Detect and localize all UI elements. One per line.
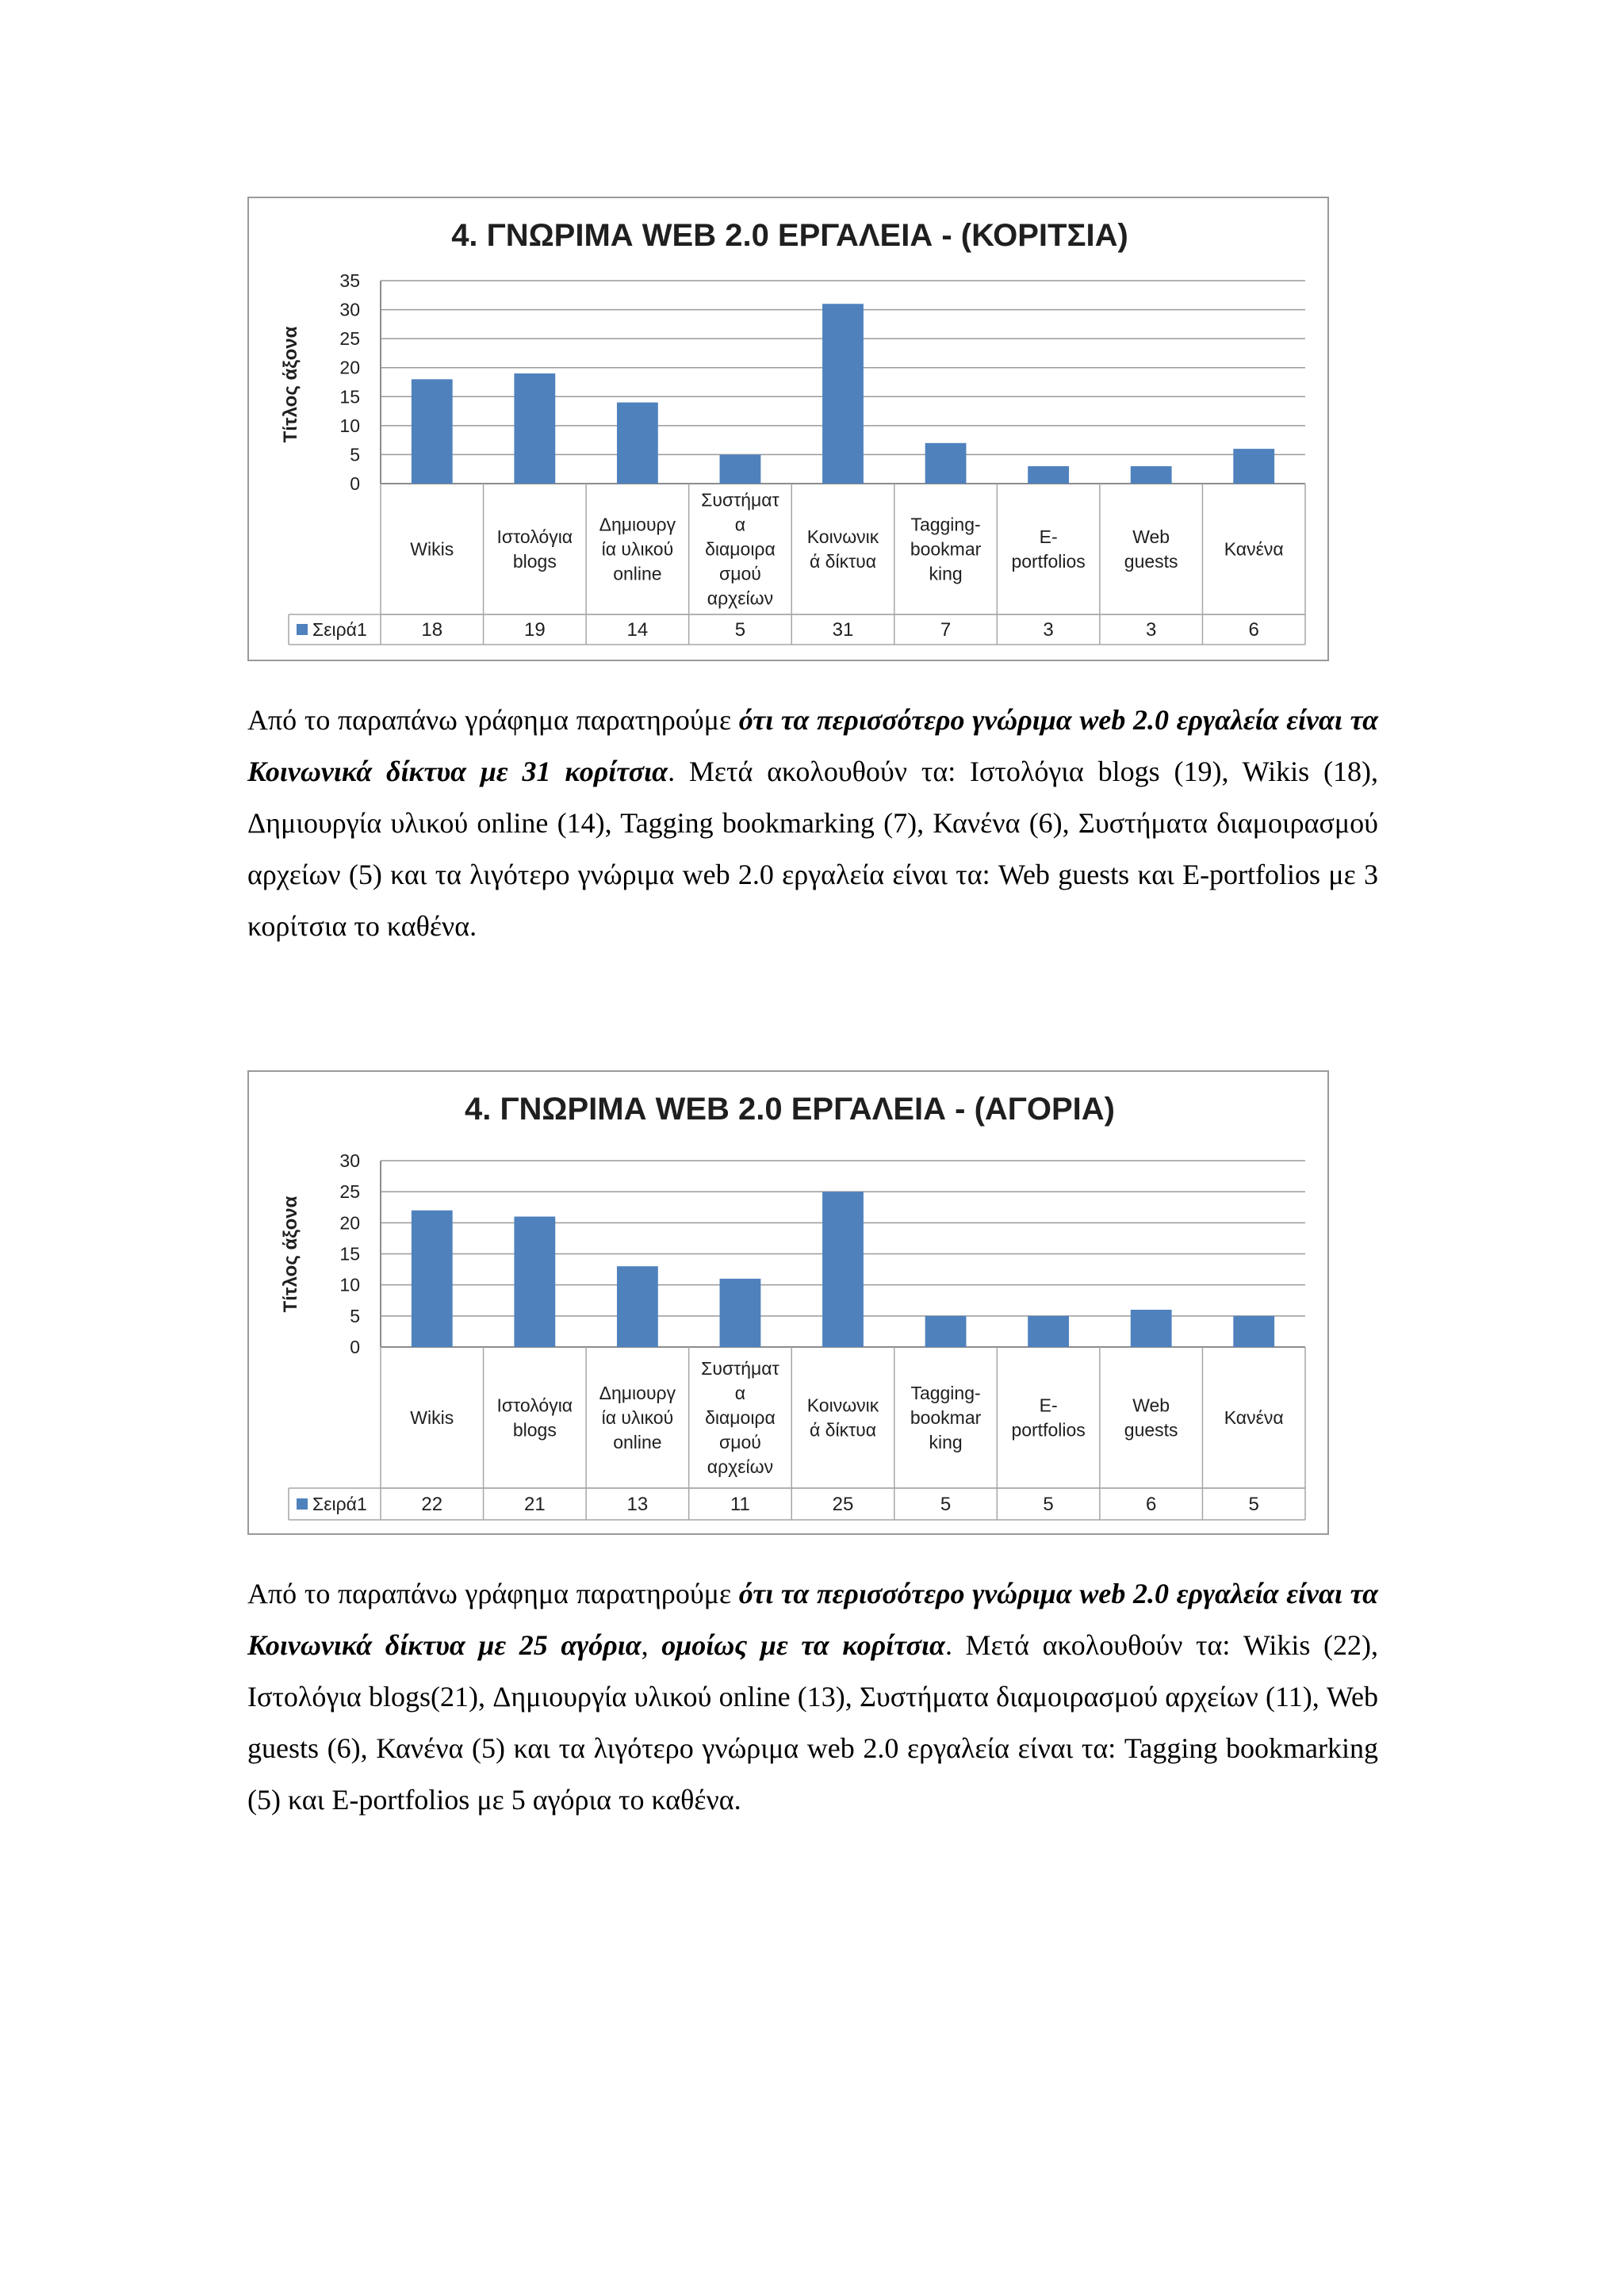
category-label: guests	[1124, 1419, 1178, 1441]
bar	[1131, 466, 1172, 484]
category-label: portfolios	[1011, 551, 1086, 572]
paragraph-boys-intro: Από το παραπάνω γράφημα παρατηρούμε	[247, 1578, 739, 1609]
bar	[514, 1217, 555, 1348]
category-label: Wikis	[410, 538, 454, 560]
category-label: king	[929, 1432, 963, 1452]
chart-boys	[247, 1070, 1329, 1535]
y-axis-title: Τίτλος άξονα	[280, 326, 301, 443]
y-tick-label: 20	[339, 357, 360, 378]
category-label: σμού	[719, 563, 761, 584]
y-tick-label: 0	[350, 473, 360, 494]
category-label: διαμοιρα	[705, 1407, 776, 1428]
data-value: 3	[1145, 619, 1157, 641]
bar	[720, 454, 761, 484]
category-label: Tagging-	[910, 514, 981, 535]
paragraph-boys	[247, 1568, 1378, 1826]
legend-label: Σειρά1	[312, 1494, 367, 1514]
category-label: bookmar	[910, 1407, 982, 1428]
category-label: Tagging-	[910, 1383, 981, 1403]
paragraph-boys-emphasis: ότι τα περισσότερο γνώριμα web 2.0 εργαλεία είναι τα Κοινωνικά δίκτυα με 25 αγόρια	[247, 1578, 1378, 1661]
category-label: Συστήματ	[701, 1358, 779, 1379]
category-label: σμού	[719, 1432, 761, 1452]
bar	[1028, 466, 1069, 484]
y-tick-label: 5	[350, 1305, 360, 1326]
category-label: portfolios	[1011, 1419, 1086, 1441]
data-value: 11	[730, 1494, 750, 1515]
y-tick-label: 10	[339, 1274, 360, 1295]
category-label: Wikis	[410, 1407, 454, 1428]
category-label: guests	[1124, 551, 1178, 572]
category-label: Κοινωνικ	[806, 526, 879, 547]
legend-swatch	[297, 1498, 308, 1510]
data-value: 18	[421, 619, 443, 641]
data-value: 13	[626, 1494, 649, 1515]
paragraph-girls-emphasis: ότι τα περισσότερο γνώριμα web 2.0 εργαλεία είναι τα Κοινωνικά δίκτυα με 31 κορίτσια	[247, 704, 1378, 787]
category-label: Web	[1132, 1395, 1170, 1416]
category-label: E-	[1039, 526, 1058, 547]
data-value: 19	[523, 619, 546, 641]
bar	[720, 1279, 761, 1347]
category-label: Web	[1132, 526, 1170, 547]
legend-label: Σειρά1	[312, 619, 367, 640]
category-label: Ιστολόγια	[496, 1395, 573, 1416]
data-value: 14	[626, 619, 649, 641]
y-tick-label: 30	[339, 299, 360, 320]
bar	[1233, 1316, 1274, 1347]
data-value: 5	[734, 619, 746, 641]
data-value: 6	[1248, 619, 1259, 641]
category-label: ία υλικού	[601, 1407, 674, 1428]
bar	[925, 443, 967, 484]
paragraph-boys-rest: . Μετά ακολουθούν τα: Wikis (22), Ιστολόγια blogs(21), Δημιουργία υλικού online (13), Συστήματα διαμοιρασμού αρχείων (11), Web guests (6), Κανένα (5) και τα λιγότερο γνώριμα web 2.0 εργαλεία είναι τα: Tagging bookmarking (5) και E-portfolios με 5 αγόρια το καθένα.	[247, 1629, 1378, 1816]
bar	[617, 403, 658, 484]
category-label: Ιστολόγια	[496, 526, 573, 547]
data-value: 7	[940, 619, 952, 641]
category-label: bookmar	[910, 538, 982, 560]
bar	[1131, 1310, 1172, 1347]
chart-title: 4. ΓΝΩΡΙΜΑ WEB 2.0 ΕΡΓΑΛΕΙΑ - (ΚΟΡΙΤΣΙΑ)	[451, 218, 1128, 253]
chart-boys-svg	[249, 1072, 1331, 1536]
chart-title: 4. ΓΝΩΡΙΜΑ WEB 2.0 ΕΡΓΑΛΕΙΑ - (ΑΓΟΡΙΑ)	[465, 1092, 1115, 1127]
category-label: E-	[1039, 1395, 1058, 1416]
category-label: Κοινωνικ	[806, 1395, 879, 1416]
category-label: αρχείων	[707, 1456, 774, 1477]
category-label: αρχείων	[707, 587, 774, 609]
y-tick-label: 10	[339, 415, 360, 436]
category-label: διαμοιρα	[705, 538, 776, 560]
y-tick-label: 25	[339, 328, 360, 350]
bar	[514, 373, 555, 484]
paragraph-girls-intro: Από το παραπάνω γράφημα παρατηρούμε	[247, 704, 739, 736]
category-label: blogs	[512, 1419, 557, 1441]
bar	[925, 1316, 967, 1347]
category-label: ά δίκτυα	[809, 1419, 877, 1441]
category-label: blogs	[512, 551, 557, 572]
category-label: king	[929, 563, 963, 584]
bar	[822, 1192, 864, 1347]
data-value: 5	[1043, 1494, 1054, 1515]
category-label: Κανένα	[1224, 538, 1284, 560]
category-label: Δημιουργ	[599, 1383, 676, 1403]
category-label: Συστήματ	[701, 489, 779, 511]
bar	[1028, 1316, 1069, 1347]
bar	[1233, 449, 1274, 484]
bar	[822, 304, 864, 484]
y-tick-label: 15	[339, 386, 360, 408]
data-value: 5	[940, 1494, 952, 1515]
data-value: 21	[523, 1494, 546, 1515]
data-value: 25	[832, 1494, 854, 1515]
bar	[412, 379, 453, 484]
bar	[617, 1266, 658, 1347]
y-tick-label: 0	[350, 1337, 360, 1357]
category-label: α	[734, 1383, 746, 1403]
data-value: 6	[1145, 1494, 1157, 1515]
paragraph-boys-emphasis-2: ομοίως με τα κορίτσια	[661, 1629, 945, 1661]
y-tick-label: 20	[339, 1212, 360, 1234]
data-value: 31	[832, 619, 854, 641]
y-tick-label: 30	[339, 1150, 360, 1171]
y-tick-label: 5	[350, 444, 360, 465]
paragraph-girls-rest: . Μετά ακολουθούν τα: Ιστολόγια blogs (19), Wikis (18), Δημιουργία υλικού online (14), Tagging bookmarking (7), Κανένα (6), Συστήματα διαμοιρασμού αρχείων (5) και τα λιγότερο γνώριμα web 2.0 εργαλεία είναι τα: Web guests και E-portfolios με 3 κορίτσια το καθένα.	[247, 756, 1378, 942]
y-tick-label: 15	[339, 1243, 360, 1265]
paragraph-boys-comma: ,	[641, 1629, 662, 1661]
category-label: ία υλικού	[601, 538, 674, 560]
data-value: 22	[421, 1494, 443, 1515]
y-tick-label: 25	[339, 1181, 360, 1203]
chart-girls	[247, 197, 1329, 661]
data-value: 3	[1043, 619, 1054, 641]
legend-swatch	[297, 624, 308, 635]
category-label: Κανένα	[1224, 1407, 1284, 1428]
y-axis-title: Τίτλος άξονα	[280, 1196, 301, 1313]
chart-girls-svg	[249, 198, 1331, 663]
bar	[412, 1211, 453, 1347]
paragraph-girls	[247, 695, 1378, 952]
category-label: online	[613, 563, 662, 584]
y-tick-label: 35	[339, 270, 360, 291]
category-label: ά δίκτυα	[809, 551, 877, 572]
category-label: α	[734, 514, 746, 535]
category-label: online	[613, 1432, 662, 1452]
data-value: 5	[1248, 1494, 1259, 1515]
category-label: Δημιουργ	[599, 514, 676, 535]
